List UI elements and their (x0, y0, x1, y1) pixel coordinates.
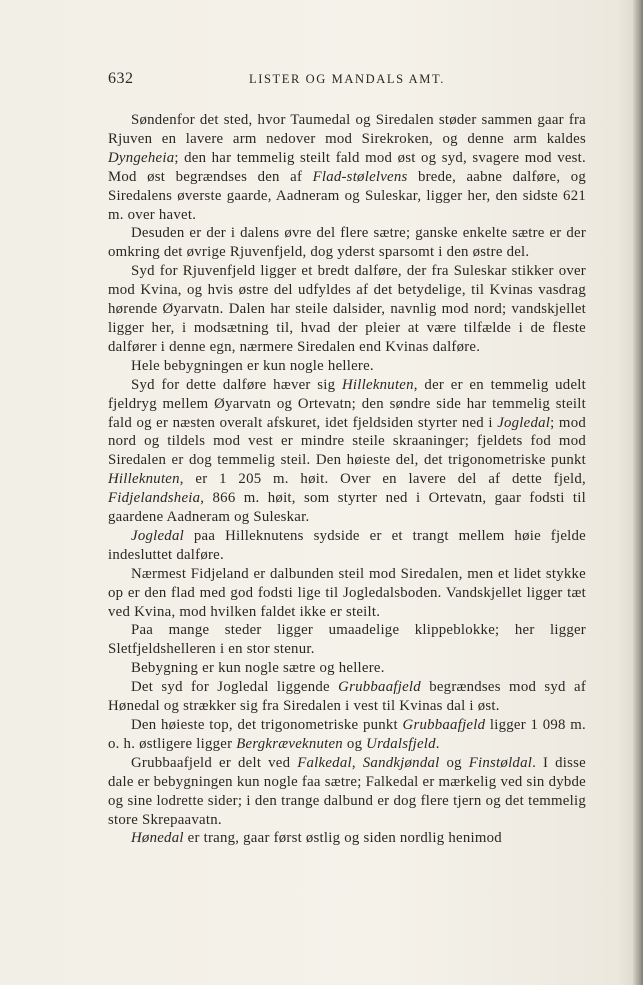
text-run: , der er en temmelig udelt fjeldryg mellem Øyarvatn og Ortevatn; den søndre side har temmelig steilt fald og er næsten overalt afskuret, idet fjeldsiden styrter ned i (108, 376, 586, 431)
italic-term: Grubbaafjeld (338, 679, 421, 696)
text-run: Søndenfor det sted, hvor Taumedal og Siredalen støder sammen gaar fra Rjuven en lavere arm nedover mod Sirekroken, og denne arm kaldes (108, 112, 586, 147)
text-run: Bebygning er kun nogle sætre og hellere. (131, 660, 385, 677)
paragraph (108, 565, 586, 622)
italic-term: Jogledal (497, 414, 551, 431)
text-run: Paa mange steder ligger umaadelige klippeblokke; her ligger Sletfjeldshelleren i en stor stenur. (108, 622, 586, 658)
paragraph (108, 659, 586, 678)
text-run: , er 1 205 m. høit. Over en lavere del af dette fjeld, (179, 471, 586, 488)
italic-term: Urdalsfjeld (366, 735, 436, 752)
page-edge-shadow (633, 0, 643, 985)
text-run: brede, aabne dalføre, og Siredalens øverste gaarde, Aadneram og Suleskar, ligger her, den sidste 621 m. over havet. (108, 168, 586, 223)
text-run: Desuden er der i dalens øvre del flere sætre; ganske enkelte sætre er der omkring det øvrige Rjuvenfjeld, dog yderst sparsomt i den østre del. (108, 225, 586, 261)
paragraph (108, 754, 586, 830)
page-number: 632 (108, 70, 134, 87)
text-run: . (435, 735, 440, 752)
text-run: ligger 1 098 m. o. h. østligere ligger (108, 717, 586, 752)
paragraph (108, 716, 586, 754)
italic-term: Fidjelandsheia (108, 490, 201, 507)
paragraph (108, 357, 586, 376)
running-title: LISTER OG MANDALS AMT. (248, 72, 446, 86)
text-run: , 866 m. høit, som styrter ned i Ortevatn, gaar fodsti til gaardene Aadneram og Suleskar. (108, 490, 586, 526)
text-run: ; den har temmelig steilt fald mod øst og syd, svagere mod vest. Mod øst begrændses den af (108, 149, 586, 185)
text-run: Hele bebygningen er kun nogle hellere. (131, 357, 374, 374)
text-run: ; mod nord og tildels mod vest er mindre steile skraaninger; fjeldets fod mod Siredalen er dog temmelig steil. Den høieste del, det trigonometriske punkt (108, 414, 586, 469)
text-run: Den høieste top, det trigonometriske punkt (131, 717, 403, 733)
paragraph (108, 829, 586, 848)
text-run: er trang, gaar først østlig og siden nordlig henimod (183, 830, 502, 847)
italic-term: Grubbaafjeld (402, 717, 486, 733)
italic-term: Bergkræveknuten (236, 735, 343, 752)
italic-term: Hønedal (131, 830, 184, 847)
italic-term: Finstøldal (468, 754, 533, 771)
text-run: Grubbaafjeld er delt ved (131, 754, 298, 771)
text-run: , (351, 754, 363, 771)
italic-term: Hilleknuten (342, 376, 414, 393)
body-text (108, 111, 586, 848)
text-run: Syd for dette dalføre hæver sig (131, 376, 342, 393)
paragraph (108, 376, 586, 527)
text-run: og (342, 735, 367, 752)
paragraph (108, 678, 586, 716)
page-header (108, 70, 586, 92)
text-run: paa Hilleknutens sydside er et trangt mellem høie fjelde indesluttet dalføre. (108, 527, 586, 563)
text-run: begrændses mod syd af Hønedal og strækker sig fra Siredalen i vest til Kvinas dal i øst. (108, 679, 586, 715)
italic-term: Dyngeheia (108, 149, 175, 166)
paragraph (108, 527, 586, 565)
text-run: og (439, 754, 469, 771)
paragraph (108, 621, 586, 659)
paragraph (108, 111, 586, 224)
text-run: Syd for Rjuvenfjeld ligger et bredt dalføre, der fra Suleskar stikker over mod Kvina, og hvis østre del udfyldes af det betydelige, til Kvinas vasdrag hørende Øyarvatn. Dalen har steile dalsider, navnlig mod nord; vandskjellet ligger her, i modsætning til, hvad der pleier at være tilfælde i de fleste dalfører i denne egn, nærmere Siredalen end Kvinas dalføre. (108, 263, 586, 355)
text-run: Det syd for Jogledal liggende (131, 679, 339, 696)
text-run: Nærmest Fidjeland er dalbunden steil mod Siredalen, men et lidet stykke op er den flad med god fodsti lige til Jogledalsboden. Vandskjellet ligger tæt ved Kvina, mod hvilken faldet ikke er steilt. (108, 565, 586, 620)
text-run: . I disse dale er bebygningen kun nogle faa sætre; Falkedal er mærkelig ved sin dybde og sine lodrette sider; i den trange dalbund er dog flere tjern og det temmelig store Skrepaavatn. (108, 754, 587, 828)
paragraph (108, 224, 586, 262)
italic-term: Falkedal (297, 754, 352, 771)
italic-term: Flad-stølelvens (312, 168, 408, 185)
italic-term: Jogledal (131, 527, 184, 544)
italic-term: Hilleknuten (108, 471, 180, 488)
italic-term: Sandkjøndal (362, 754, 440, 771)
paragraph (108, 262, 586, 357)
